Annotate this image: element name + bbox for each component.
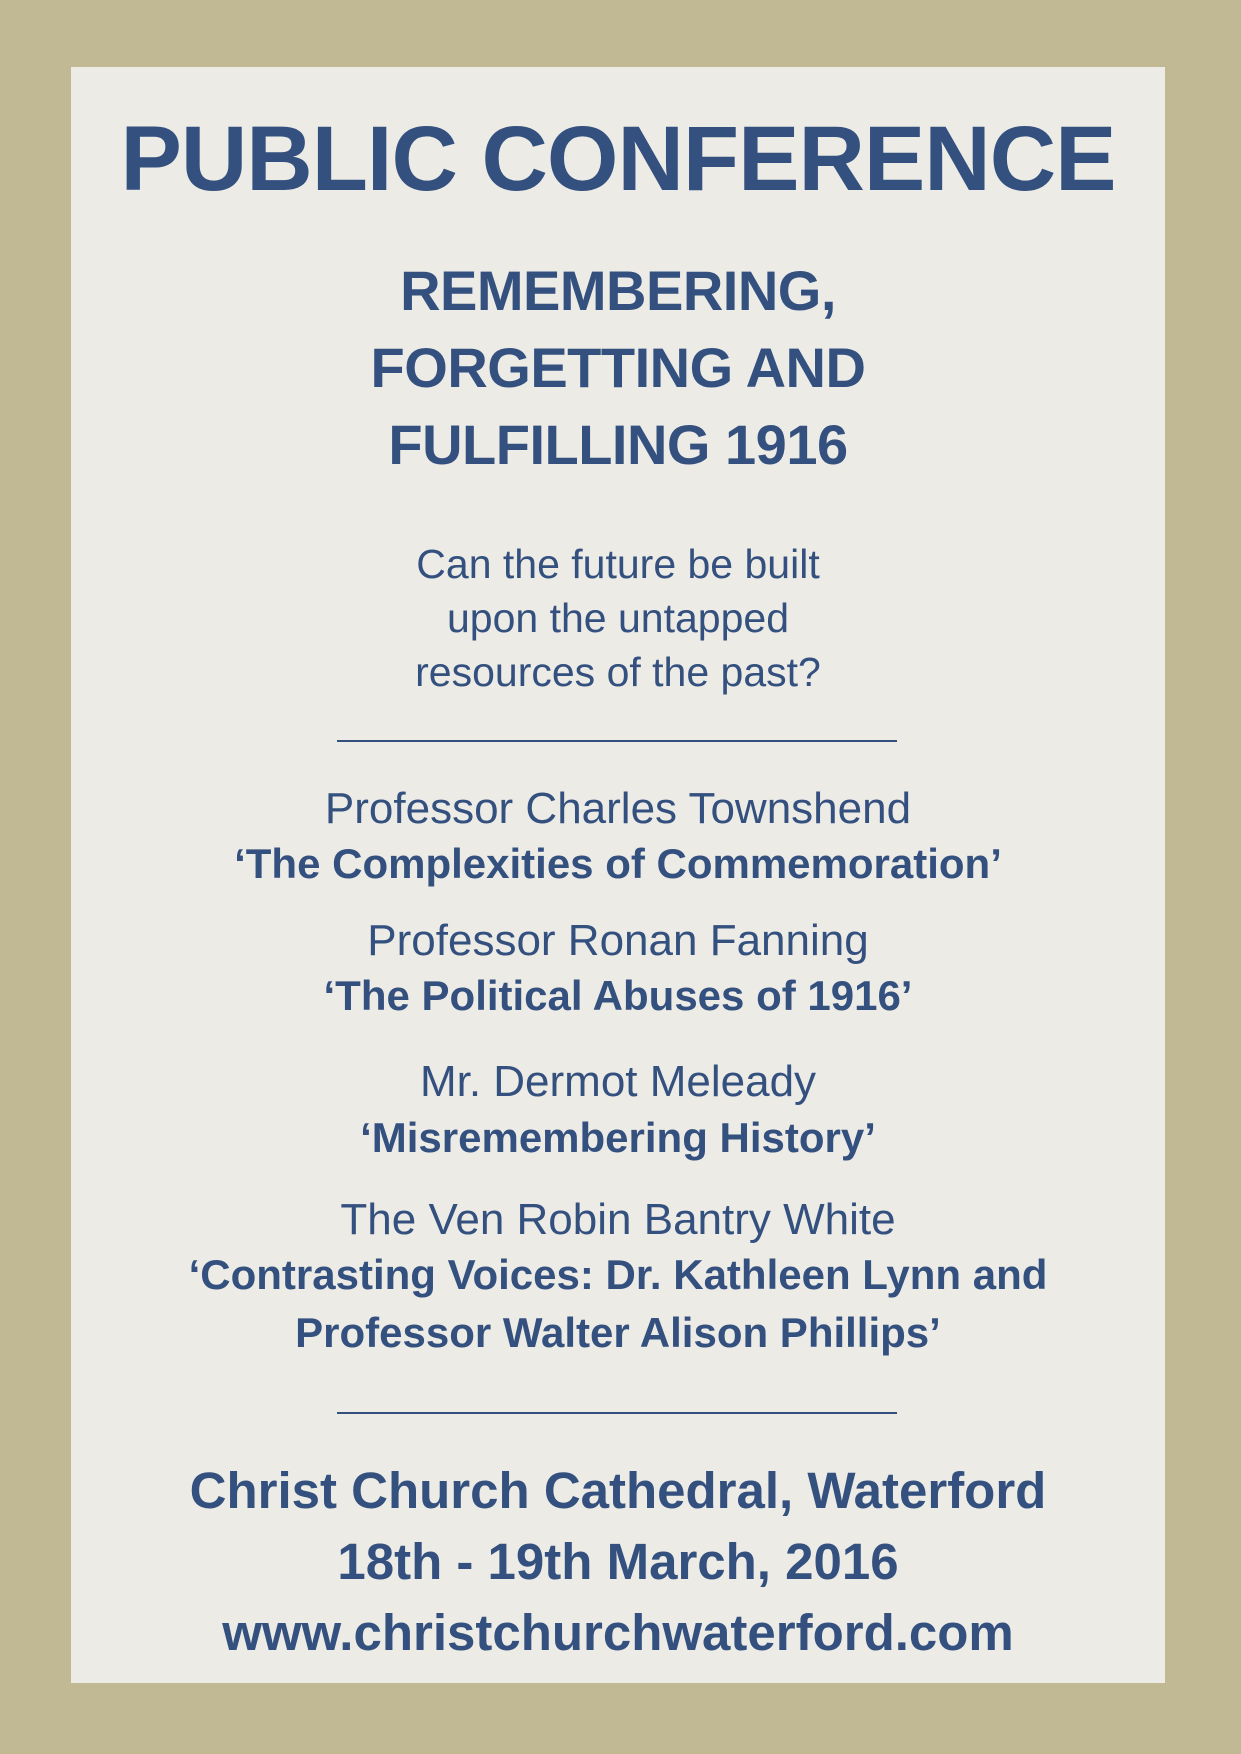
top-divider bbox=[337, 740, 897, 742]
question-line: resources of the past? bbox=[415, 649, 821, 695]
speaker-name: Professor Charles Townshend bbox=[324, 784, 912, 833]
subtitle-line: FORGETTING AND bbox=[370, 336, 866, 399]
subtitle-line: FULFILLING 1916 bbox=[388, 413, 848, 476]
speaker-name: Mr. Dermot Meleady bbox=[419, 1057, 817, 1106]
talk-title: ‘Misremembering History’ bbox=[360, 1114, 876, 1161]
event-dates: 18th - 19th March, 2016 bbox=[337, 1533, 899, 1590]
page-title: PUBLIC CONFERENCE bbox=[120, 108, 1116, 210]
conference-poster bbox=[71, 67, 1165, 1683]
talk-title: ‘Contrasting Voices: Dr. Kathleen Lynn and bbox=[188, 1251, 1048, 1298]
bottom-divider bbox=[337, 1412, 897, 1414]
subtitle-line: REMEMBERING, bbox=[400, 259, 836, 322]
speaker-name: The Ven Robin Bantry White bbox=[340, 1195, 896, 1244]
talk-title: Professor Walter Alison Phillips’ bbox=[295, 1309, 941, 1356]
speaker-name: Professor Ronan Fanning bbox=[367, 916, 869, 965]
event-website: www.christchurchwaterford.com bbox=[222, 1604, 1014, 1661]
question-line: upon the untapped bbox=[447, 595, 789, 641]
talk-title: ‘The Political Abuses of 1916’ bbox=[323, 972, 913, 1019]
talk-title: ‘The Complexities of Commemoration’ bbox=[234, 840, 1002, 887]
question-line: Can the future be built bbox=[416, 541, 820, 587]
event-venue: Christ Church Cathedral, Waterford bbox=[189, 1462, 1047, 1519]
